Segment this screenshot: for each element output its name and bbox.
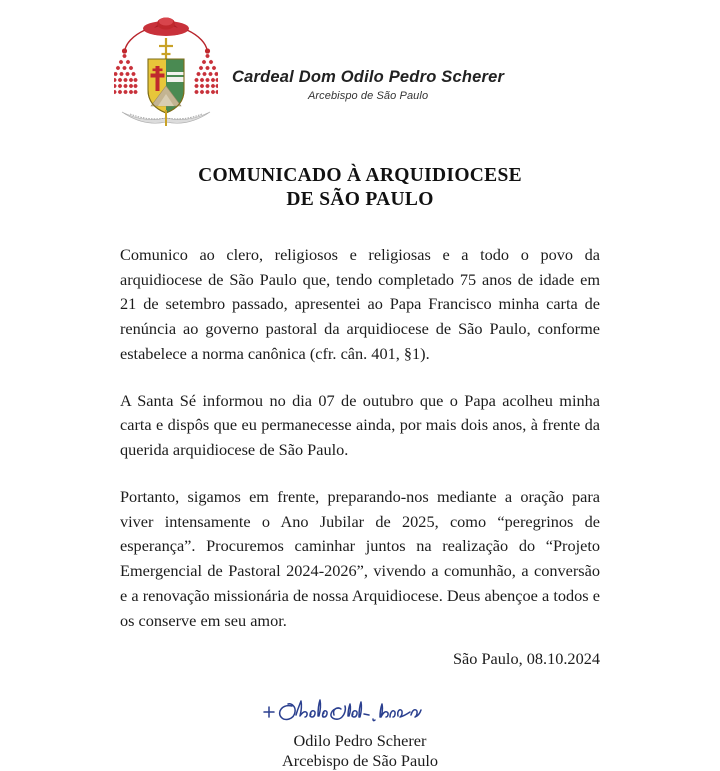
cardinal-name: Cardeal Dom Odilo Pedro Scherer	[232, 68, 505, 86]
cardinal-title: Arcebispo de São Paulo	[307, 90, 429, 102]
paragraph-1: Comunico ao clero, religiosos e religiosas e a todo o povo da arquidiocese de São Paulo que, tendo completado 75 anos de idade em 21 de setembro passado, apresentei ao Papa Francisco minha carta de renúncia ao governo pastoral da arquidiocese de São Paulo, conforme estabelece a norma canônica (cfr. cân. 401, §1).	[120, 244, 600, 363]
title-line-2: DE SÃO PAULO	[286, 189, 434, 211]
handwritten-signature-icon	[260, 695, 460, 729]
page-title	[0, 164, 720, 213]
paragraph-3: Portanto, sigamos em frente, preparando-nos mediante a oração para viver intensamente o Ano Jubilar de 2025, como “peregrinos de esperança”. Procuremos caminhar juntos na realização do “Projeto Emergencial de Pastoral 2024-2026”, vivendo a comunhão, a conversão e a renovação missionária de nossa Arquidiocese. Deus abençoe a todos e os conserve em seu amor.	[120, 486, 600, 630]
signatory-name: Odilo Pedro Scherer	[293, 731, 427, 751]
letterhead-text	[232, 38, 504, 102]
letter-body	[120, 213, 600, 771]
cardinal-coat-of-arms-icon	[114, 14, 218, 126]
paragraph-2: A Santa Sé informou no dia 07 de outubro que o Papa acolheu minha carta e dispôs que eu permanecesse ainda, por mais dois anos, à frente da querida arquidiocese de São Paulo.	[120, 390, 600, 460]
signatory-role: Arcebispo de São Paulo	[282, 751, 438, 771]
signature-block	[120, 695, 600, 771]
title-line-1: COMUNICADO À ARQUIDIOCESE	[198, 165, 522, 186]
dateline: São Paulo, 08.10.2024	[453, 649, 600, 669]
letterhead	[0, 0, 720, 126]
